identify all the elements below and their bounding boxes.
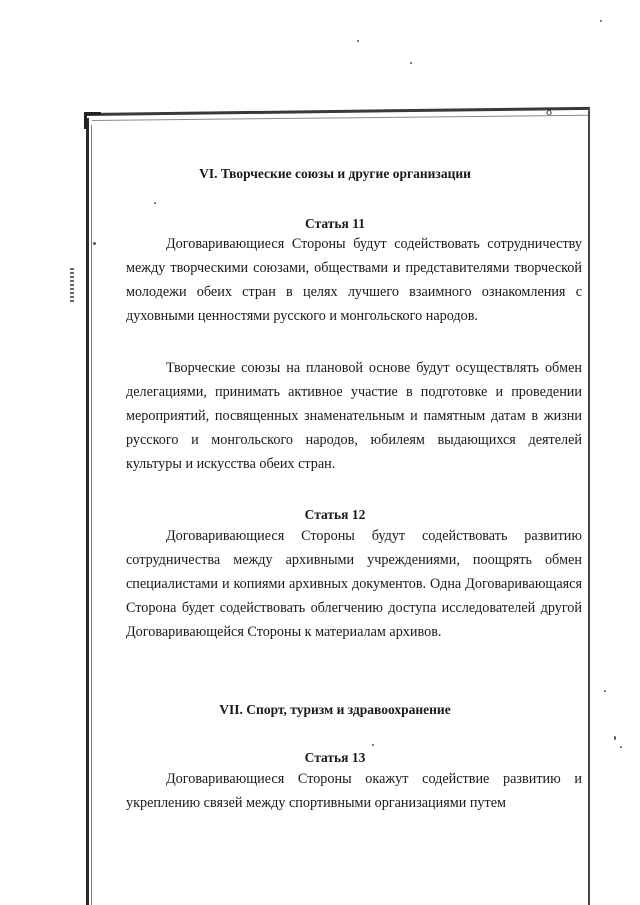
page-number: 8 (546, 104, 552, 118)
page-border-left (86, 118, 89, 905)
article-heading: Статья 11 (305, 216, 365, 231)
scan-speck (614, 736, 616, 740)
scan-speck (410, 62, 412, 64)
scan-speck (357, 40, 359, 42)
article-paragraph: Договаривающиеся Стороны окажут содействие развитию и укреплению связей между спортивными организациями путем (126, 771, 582, 811)
article-paragraph: Творческие союзы на плановой основе будут осуществлять обмен делегациями, принимать активное участие в подготовке и проведении мероприятий, посвященных знаменательным и памятным датам в жизни русского и монгольского народов, юбилеям выдающихся деятелей культуры и искусства обеих стран. (126, 360, 582, 472)
section-heading: VI. Творческие союзы и другие организации (199, 166, 471, 181)
scan-speck (604, 690, 606, 692)
article-paragraph: Договаривающиеся Стороны будут содействовать развитию сотрудничества между архивными учреждениями, поощрять обмен специалистами и копиями архивных документов. Одна Договаривающаяся Сторона будет содействовать облегчению доступа исследователей другой Договаривающейся Стороны к материалам архивов. (126, 528, 582, 640)
section-heading: VII. Спорт, туризм и здравоохранение (219, 702, 451, 717)
scan-speck (620, 746, 622, 748)
margin-scan-mark (70, 268, 74, 302)
scan-speck (372, 744, 374, 746)
scan-speck (93, 242, 96, 245)
article-heading: Статья 13 (304, 750, 366, 765)
article-heading: Статья 12 (304, 507, 366, 522)
page-corner-mark (84, 112, 101, 129)
page-border-left-inner (91, 125, 92, 905)
page-border-top-inner (92, 115, 588, 121)
scan-speck (154, 202, 156, 204)
article-paragraph: Договаривающиеся Стороны будут содействовать сотрудничеству между творческими союзами, обществами и представителями творческой молодежи обеих стран в целях лучшего взаимного ознакомления с духовными ценностями русского и монгольского народов. (126, 236, 582, 324)
page-border-right (588, 108, 590, 905)
scan-speck (600, 20, 602, 22)
